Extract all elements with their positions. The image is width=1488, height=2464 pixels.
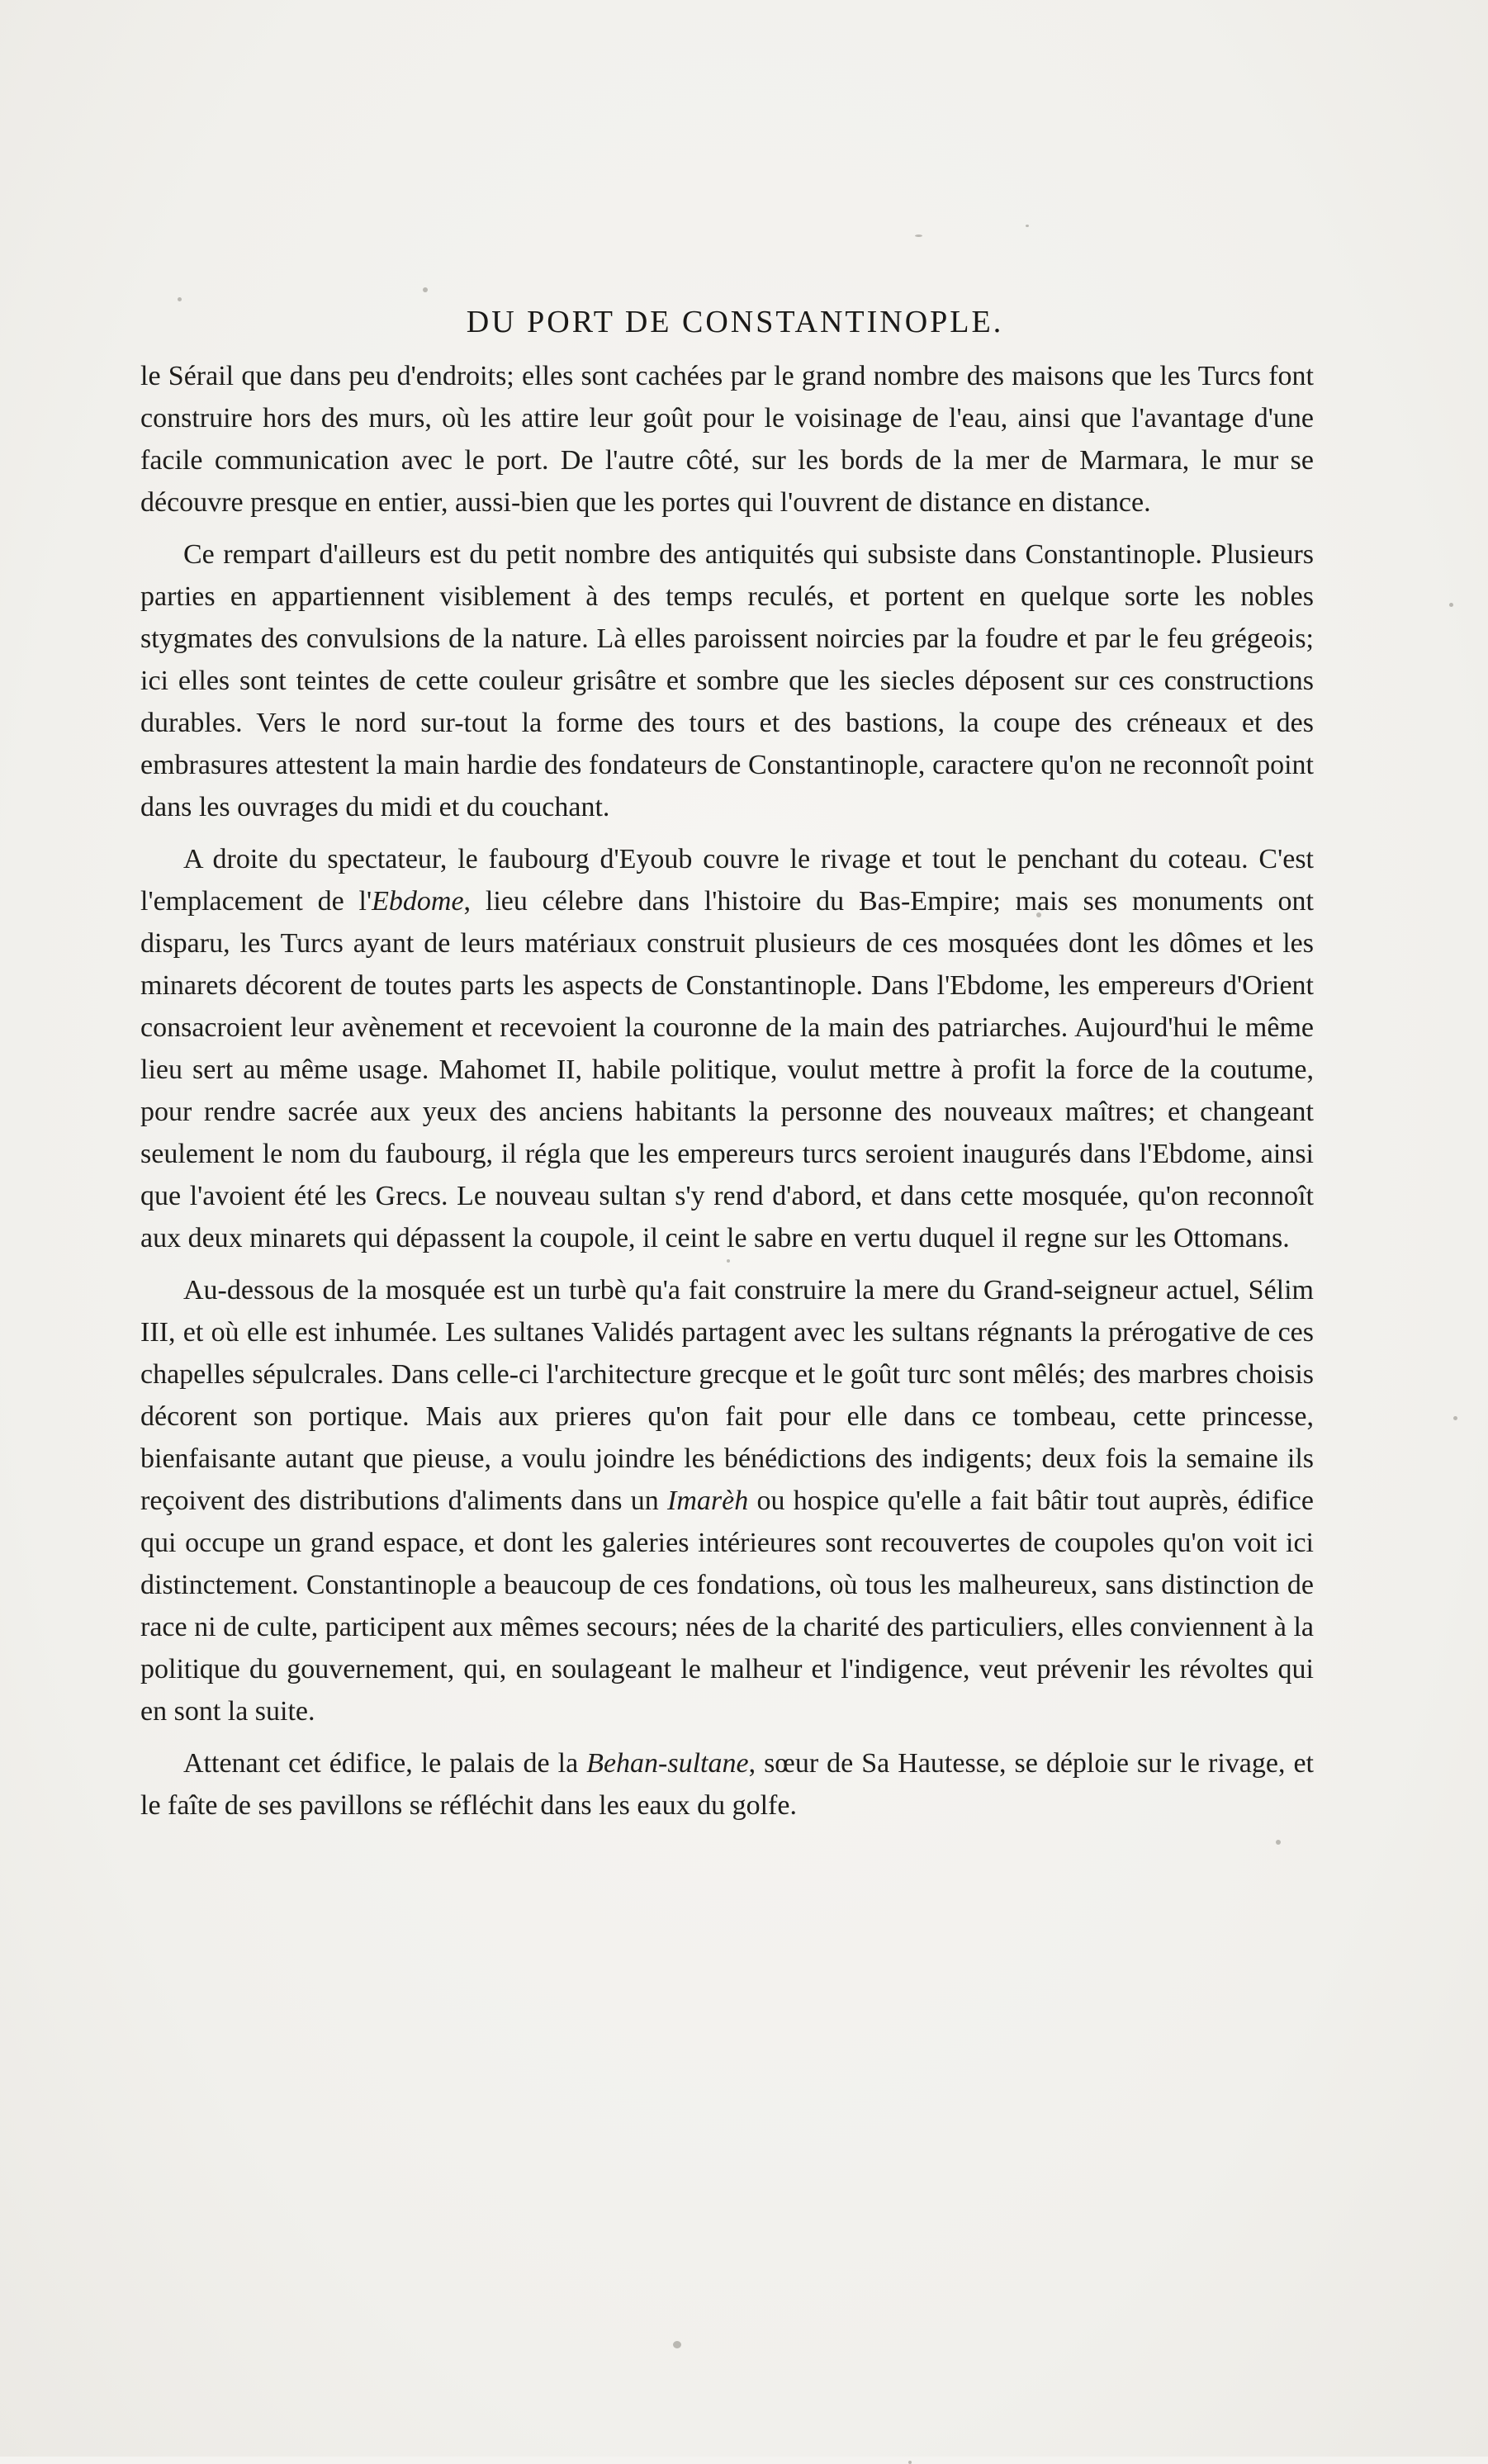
paragraph [140,1269,1314,1732]
paragraph [140,533,1314,828]
paper-speck [423,287,428,292]
paper-speck [1276,1840,1281,1845]
paper-speck [178,297,182,301]
paragraph [140,355,1314,524]
paper-speck [1026,225,1029,227]
paragraph-text: Ce rempart d'ailleurs est du petit nombre des antiquités qui subsiste dans Constantinople. Plusieurs parties en appartiennent visiblement à des temps reculés, et portent en quelque sorte les nobles stygmates des convulsions de la nature. Là elles paroissent noircies par la foudre et par le feu grégeois; ici elles sont teintes de cette couleur grisâtre et sombre que les siecles déposent sur ces constructions durables. Vers le nord sur-tout la forme des tours et des bastions, la coupe des créneaux et des embrasures attestent la main hardie des fondateurs de Constantinople, caractere qu'on ne reconnoît point dans les ouvrages du midi et du couchant. [140,539,1314,822]
paper-speck [908,2461,912,2464]
paper-speck [915,235,922,237]
paragraph [140,1742,1314,1827]
paragraph-text: A droite du spectateur, le faubourg d'Eyoub couvre le rivage et tout le penchant du coteau. C'est l'emplacement de l' [140,844,1314,917]
paper-speck [1453,1416,1457,1420]
italic-term: Ebdome [372,886,464,917]
paragraph-text: Attenant cet édifice, le palais de la [183,1748,587,1779]
italic-term: Imarèh [667,1486,749,1516]
paper-speck [673,2341,681,2348]
running-header: DU PORT DE CONSTANTINOPLE. [466,305,1004,339]
body-text [140,355,1314,1827]
italic-term: Behan-sultane [586,1748,749,1779]
paragraph [140,838,1314,1259]
paragraph-text: Au-dessous de la mosquée est un turbè qu'a fait construire la mere du Grand-seigneur actuel, Sélim III, et où elle est inhumée. Les sultanes Validés partagent avec les sultans régnants la prérogative de ces chapelles sépulcrales. Dans celle-ci l'architecture grecque et le goût turc sont mêlés; des marbres choisis décorent son portique. Mais aux prieres qu'on fait pour elle dans ce tombeau, cette princesse, bienfaisante autant que pieuse, a voulu joindre les bénédictions des indigents; deux fois la semaine ils reçoivent des distributions d'aliments dans un [140,1275,1314,1516]
paragraph-text: ou hospice qu'elle a fait bâtir tout auprès, édifice qui occupe un grand espace, et dont les galeries intérieures sont recouvertes de coupoles qu'on voit ici distinctement. Constantinople a beaucoup de ces fondations, où tous les malheureux, sans distinction de race ni de culte, participent aux mêmes secours; nées de la charité des particuliers, elles conviennent à la politique du gouvernement, qui, en soulageant le malheur et l'indigence, veut prévenir les révoltes qui en sont la suite. [140,1486,1314,1727]
paragraph-text: , lieu célebre dans l'histoire du Bas-Empire; mais ses monuments ont disparu, les Turcs ayant de leurs matériaux construit plusieurs de ces mosquées dont les dômes et les minarets décorent de toutes parts les aspects de Constantinople. Dans l'Ebdome, les empereurs d'Orient consacroient leur avènement et recevoient la couronne de la main des patriarches. Aujourd'hui le même lieu sert au même usage. Mahomet II, habile politique, voulut mettre à profit la force de la coutume, pour rendre sacrée aux yeux des anciens habitants la personne des nouveaux maîtres; et changeant seulement le nom du faubourg, il régla que les empereurs turcs seroient inaugurés dans l'Ebdome, ainsi que l'avoient été les Grecs. Le nouveau sultan s'y rend d'abord, et dans cette mosquée, qu'on reconnoît aux deux minarets qui dépassent la coupole, il ceint le sabre en vertu duquel il regne sur les Ottomans. [140,886,1314,1253]
paper-speck [1449,603,1453,607]
paragraph-text: le Sérail que dans peu d'endroits; elles sont cachées par le grand nombre des maisons que les Turcs font construire hors des murs, où les attire leur goût pour le voisinage de l'eau, ainsi que l'avantage d'une facile communication avec le port. De l'autre côté, sur les bords de la mer de Marmara, le mur se découvre presque en entier, aussi-bien que les portes qui l'ouvrent de distance en distance. [140,361,1314,518]
paragraph-text: , sœur de Sa Hautesse, se déploie sur le rivage, et le faîte de ses pavillons se réfléchit dans les eaux du golfe. [140,1748,1314,1821]
